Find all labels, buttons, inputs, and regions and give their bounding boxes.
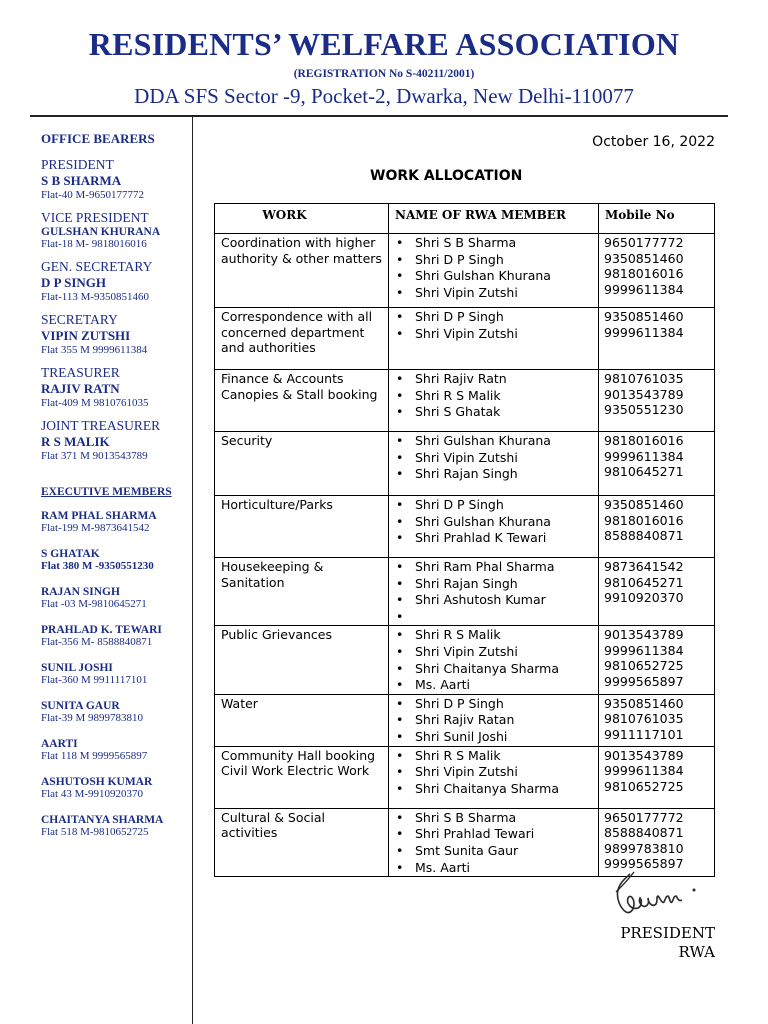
office-bearers-list — [41, 157, 191, 462]
bearer-name: R S MALIK — [41, 434, 110, 449]
table-row — [215, 432, 715, 496]
mobile-number: 9013543789 — [604, 627, 684, 643]
table-row — [215, 746, 715, 808]
list-item: • Shri R S Malik — [391, 388, 594, 405]
work-area-cell: Correspondence with all concerned department and authorities — [215, 308, 389, 370]
executive-contact: Flat-360 M 9911117101 — [41, 674, 148, 686]
mobile-number: 9910920370 — [604, 590, 684, 605]
bearer-name: VIPIN ZUTSHI — [41, 328, 131, 343]
mobile-number: 8588840871 — [604, 825, 684, 841]
mobile-cell — [599, 370, 715, 432]
registration-number: (REGISTRATION No S-40211/2001) — [293, 68, 475, 80]
mobile-number: 9350851460 — [604, 497, 684, 512]
executive-name: SUNIL JOSHI — [41, 662, 113, 674]
members-cell — [389, 746, 599, 808]
work-area-cell: Security — [215, 432, 389, 496]
signatory-line1: PRESIDENT — [620, 924, 715, 942]
members-list — [391, 748, 594, 798]
list-item: • Shri S B Sharma — [391, 235, 594, 252]
mobile-number: 9810761035 — [604, 371, 684, 386]
mobile-cell — [599, 746, 715, 808]
work-area-cell: Public Grievances — [215, 626, 389, 694]
table-row — [215, 558, 715, 626]
bearer-name: D P SINGH — [41, 275, 107, 290]
mobile-cell — [599, 808, 715, 876]
mobile-number: 9350851460 — [604, 250, 684, 266]
bearer-contact: Flat-113 M-9350851460 — [41, 291, 150, 303]
mobile-number: 9873641542 — [604, 559, 684, 574]
list-item: • Ms. Aarti — [391, 860, 594, 877]
table-row — [215, 808, 715, 876]
work-area-cell: Community Hall booking Civil Work Electric Work — [215, 746, 389, 808]
members-list — [391, 497, 594, 547]
mobile-number: 9350551230 — [604, 402, 684, 417]
office-bearer — [41, 418, 191, 462]
mobile-number: 9999565897 — [604, 673, 684, 689]
members-cell — [389, 432, 599, 496]
mobile-number: 9810761035 — [604, 711, 684, 727]
mobile-number: 9650177772 — [604, 809, 684, 825]
executive-contact: Flat 118 M 9999565897 — [41, 750, 148, 762]
mobile-number: 9999611384 — [604, 281, 684, 297]
bearer-contact: Flat-40 M-9650177772 — [41, 189, 144, 201]
work-allocation-table — [214, 203, 715, 877]
members-cell — [389, 308, 599, 370]
executive-name: ASHUTOSH KUMAR — [41, 776, 153, 788]
list-item: • Shri Chaitanya Sharma — [391, 781, 594, 798]
members-cell — [389, 694, 599, 746]
mobile-number: 9999611384 — [604, 763, 684, 779]
mobile-number: 9350851460 — [604, 309, 684, 324]
members-cell — [389, 496, 599, 558]
executive-members-heading: EXECUTIVE MEMBERS — [41, 486, 172, 498]
bearer-contact: Flat 355 M 9999611384 — [41, 344, 148, 356]
list-item: • Shri D P Singh — [391, 497, 594, 514]
list-item: • Shri Rajiv Ratn — [391, 371, 594, 388]
members-cell — [389, 234, 599, 308]
mobile-number: 9911117101 — [604, 726, 684, 742]
list-item: • Shri R S Malik — [391, 627, 594, 644]
bearer-role: JOINT TREASURER — [41, 418, 161, 433]
list-item: • Shri Rajiv Ratan — [391, 712, 594, 729]
list-item: • Shri Rajan Singh — [391, 576, 594, 593]
members-list — [391, 309, 594, 342]
mobile-number: 9899783810 — [604, 840, 684, 856]
executive-member — [41, 548, 191, 572]
list-item: • Shri D P Singh — [391, 252, 594, 269]
list-item: • Shri Ashutosh Kumar — [391, 592, 594, 609]
mobile-cell — [599, 694, 715, 746]
bearer-contact: Flat 371 M 9013543789 — [41, 450, 148, 462]
list-item: • Shri Vipin Zutshi — [391, 326, 594, 343]
mobile-cell — [599, 432, 715, 496]
list-item — [391, 609, 594, 626]
executive-member — [41, 814, 191, 838]
mobile-number: 9810645271 — [604, 464, 684, 479]
mobile-cell — [599, 558, 715, 626]
bearer-contact: Flat-409 M 9810761035 — [41, 397, 149, 409]
mobile-number: 9350851460 — [604, 695, 684, 711]
signatory-title — [620, 924, 715, 962]
list-item: • Shri S B Sharma — [391, 810, 594, 827]
mobile-number: 9818016016 — [604, 266, 684, 281]
mobile-number: 9013543789 — [604, 747, 684, 763]
executive-name: AARTI — [41, 738, 78, 750]
list-item: • Shri S Ghatak — [391, 404, 594, 421]
list-item: • Shri Vipin Zutshi — [391, 285, 594, 302]
mobile-cell — [599, 308, 715, 370]
executive-member — [41, 510, 191, 534]
table-header-row — [215, 204, 715, 234]
table-row — [215, 308, 715, 370]
bearer-role: PRESIDENT — [41, 157, 114, 172]
table-row — [215, 694, 715, 746]
document-date: October 16, 2022 — [592, 134, 715, 150]
president-signature — [608, 868, 708, 924]
sidebar-divider — [192, 117, 193, 1024]
header-work: WORK — [215, 204, 389, 234]
bearer-name: GULSHAN KHURANA — [41, 226, 161, 238]
table-row — [215, 370, 715, 432]
bearer-contact: Flat-18 M- 9818016016 — [41, 238, 147, 250]
work-area-cell: Horticulture/Parks — [215, 496, 389, 558]
members-cell — [389, 626, 599, 694]
work-area-cell: Coordination with higher authority & other matters — [215, 234, 389, 308]
header-divider — [30, 115, 728, 117]
signatory-line2: RWA — [678, 943, 715, 961]
mobile-cell — [599, 626, 715, 694]
list-item: • Shri Rajan Singh — [391, 466, 594, 483]
members-list — [391, 371, 594, 421]
members-list — [391, 235, 594, 301]
list-item: • Shri R S Malik — [391, 748, 594, 765]
executive-contact: Flat 380 M -9350551230 — [41, 560, 154, 572]
list-item: • Smt Sunita Gaur — [391, 843, 594, 860]
mobile-number: 9999611384 — [604, 324, 684, 340]
members-list — [391, 559, 594, 625]
org-title: RESIDENTS’ WELFARE ASSOCIATION — [88, 26, 680, 62]
address: DDA SFS Sector -9, Pocket-2, Dwarka, New Delhi-110077 — [134, 84, 634, 108]
mobile-number: 9810652725 — [604, 778, 684, 794]
executive-member — [41, 738, 191, 762]
executive-name: PRAHLAD K. TEWARI — [41, 624, 162, 636]
executive-contact: Flat-356 M- 8588840871 — [41, 636, 153, 648]
bearer-role: SECRETARY — [41, 312, 118, 327]
office-bearer — [41, 312, 191, 356]
office-bearer — [41, 210, 191, 250]
executive-name: RAM PHAL SHARMA — [41, 510, 157, 522]
work-area-cell: Water — [215, 694, 389, 746]
office-bearer — [41, 365, 191, 409]
bearer-role: VICE PRESIDENT — [41, 210, 149, 225]
document-title: WORK ALLOCATION — [370, 168, 523, 184]
mobile-number: 9810645271 — [604, 574, 684, 590]
executive-name: SUNITA GAUR — [41, 700, 120, 712]
members-cell — [389, 370, 599, 432]
list-item: • Shri Gulshan Khurana — [391, 433, 594, 450]
bearer-name: S B SHARMA — [41, 173, 122, 188]
list-item: • Shri Sunil Joshi — [391, 729, 594, 746]
members-list — [391, 810, 594, 876]
list-item: • Shri Vipin Zutshi — [391, 764, 594, 781]
list-item: • Ms. Aarti — [391, 677, 594, 694]
list-item: • Shri D P Singh — [391, 696, 594, 713]
executive-member — [41, 624, 191, 648]
executive-name: S GHATAK — [41, 548, 100, 560]
bearer-name: RAJIV RATN — [41, 381, 120, 396]
mobile-number: 9810652725 — [604, 658, 684, 674]
mobile-number: 9013543789 — [604, 386, 684, 402]
mobile-number: 9818016016 — [604, 433, 684, 448]
executive-member — [41, 662, 191, 686]
header-mobile: Mobile No — [599, 204, 715, 234]
table-row — [215, 626, 715, 694]
mobile-number: 9999611384 — [604, 448, 684, 464]
list-item: • Shri D P Singh — [391, 309, 594, 326]
members-cell — [389, 808, 599, 876]
work-area-cell: Housekeeping & Sanitation — [215, 558, 389, 626]
mobile-number: 8588840871 — [604, 528, 684, 543]
executive-contact: Flat 43 M-9910920370 — [41, 788, 144, 800]
executive-name: RAJAN SINGH — [41, 586, 120, 598]
sidebar — [41, 131, 191, 838]
executive-member — [41, 586, 191, 610]
work-area-cell: Finance & Accounts Canopies & Stall booking — [215, 370, 389, 432]
executive-contact: Flat -03 M-9810645271 — [41, 598, 147, 610]
members-list — [391, 696, 594, 746]
mobile-cell — [599, 234, 715, 308]
list-item: • Shri Chaitanya Sharma — [391, 661, 594, 678]
office-bearers-heading: OFFICE BEARERS — [41, 131, 155, 146]
executive-members-list — [41, 510, 191, 838]
members-list — [391, 627, 594, 693]
members-list — [391, 433, 594, 483]
executive-member — [41, 776, 191, 800]
list-item: • Shri Ram Phal Sharma — [391, 559, 594, 576]
bearer-role: TREASURER — [41, 365, 120, 380]
list-item: • Shri Vipin Zutshi — [391, 644, 594, 661]
office-bearer — [41, 259, 191, 303]
list-item: • Shri Prahlad Tewari — [391, 826, 594, 843]
work-area-cell: Cultural & Social activities — [215, 808, 389, 876]
executive-contact: Flat-199 M-9873641542 — [41, 522, 150, 534]
executive-member — [41, 700, 191, 724]
table-row — [215, 234, 715, 308]
executive-name: CHAITANYA SHARMA — [41, 814, 164, 826]
office-bearer — [41, 157, 191, 201]
mobile-number: 9818016016 — [604, 512, 684, 528]
list-item: • Shri Gulshan Khurana — [391, 514, 594, 531]
list-item: • Shri Vipin Zutshi — [391, 450, 594, 467]
mobile-number: 9999565897 — [604, 856, 684, 872]
bearer-role: GEN. SECRETARY — [41, 259, 153, 274]
header-member: NAME OF RWA MEMBER — [389, 204, 599, 234]
list-item: • Shri Prahlad K Tewari — [391, 530, 594, 547]
mobile-number: 9650177772 — [604, 235, 684, 250]
list-item: • Shri Gulshan Khurana — [391, 268, 594, 285]
mobile-number: 9999611384 — [604, 642, 684, 658]
members-cell — [389, 558, 599, 626]
executive-contact: Flat 518 M-9810652725 — [41, 826, 149, 838]
table-row — [215, 496, 715, 558]
mobile-cell — [599, 496, 715, 558]
executive-contact: Flat-39 M 9899783810 — [41, 712, 144, 724]
